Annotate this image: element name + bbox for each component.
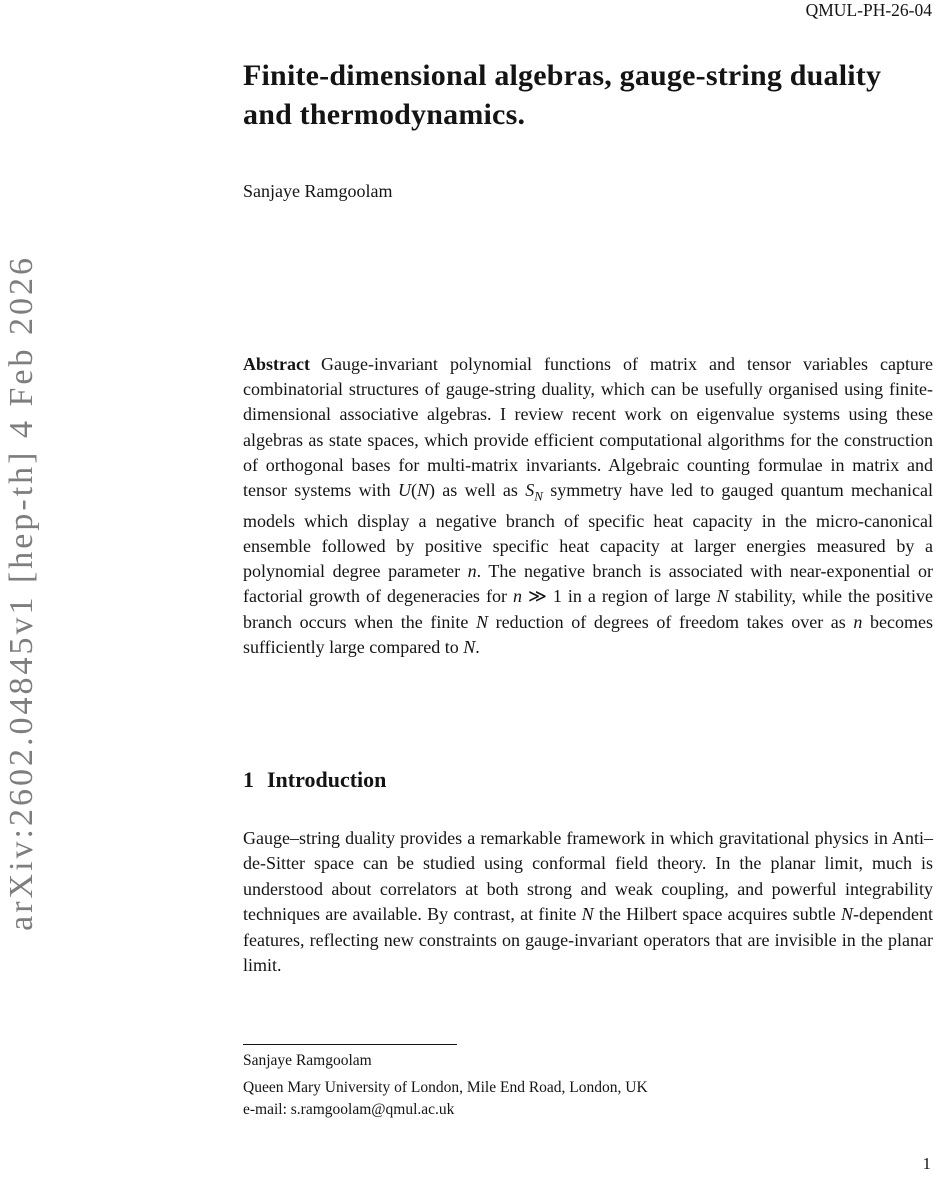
paper-title: Finite-dimensional algebras, gauge-string duality and thermodynamics. bbox=[243, 59, 882, 131]
footnote-block bbox=[243, 1050, 933, 1120]
footnote-author: Sanjaye Ramgoolam bbox=[243, 1052, 372, 1069]
footnote-affiliation: Queen Mary University of London, Mile End Road, London, UK bbox=[243, 1078, 648, 1096]
introduction-paragraph: Gauge–string duality provides a remarkable framework in which gravitational physics in Anti–de-Sitter space can be studied using conformal field theory. In the planar limit, much is understood about correlators at both strong and weak coupling, and powerful integrability techniques are available. By contrast, at finite N the Hilbert space acquires subtle N-dependent features, reflecting new constraints on gauge-invariant operators that are invisible in the planar limit. bbox=[243, 828, 933, 976]
abstract-text: Gauge-invariant polynomial functions of matrix and tensor variables capture combinatorial structures of gauge-string duality, which can be usefully organised using finite-dimensional associative algebras. I review recent work on eigenvalue systems using these algebras as state spaces, which provide efficient computational algorithms for the construction of orthogonal bases for multi-matrix invariants. Algebraic counting formulae in matrix and tensor systems with U(N) as well as $S_N$ symmetry have led to gauged quantum mechanical models which display a negative branch of specific heat capacity in the micro-canonical ensemble followed by positive specific heat capacity at larger energies measured by a polynomial degree parameter n. The negative branch is associated with near-exponential or factorial growth of degeneracies for n ≫ 1 in a region of large N stability, while the positive branch occurs when the finite N reduction of degrees of freedom takes over as n becomes sufficiently large compared to N. bbox=[243, 354, 934, 657]
section-title: Introduction bbox=[267, 767, 387, 792]
page-number: 1 bbox=[922, 1154, 931, 1173]
author-name: Sanjaye Ramgoolam bbox=[243, 181, 393, 201]
abstract-label: Abstract bbox=[243, 354, 310, 374]
footnote-email: e-mail: s.ramgoolam@qmul.ac.uk bbox=[243, 1100, 455, 1118]
abstract-paragraph bbox=[243, 352, 933, 660]
section-number: 1 bbox=[243, 767, 254, 792]
arxiv-stamp: arXiv:2602.04845v1 [hep-th] 4 Feb 2026 bbox=[3, 255, 40, 931]
preprint-id: QMUL-PH-26-04 bbox=[805, 0, 932, 20]
footnote-rule bbox=[243, 1044, 457, 1045]
section-heading-introduction bbox=[243, 767, 933, 793]
